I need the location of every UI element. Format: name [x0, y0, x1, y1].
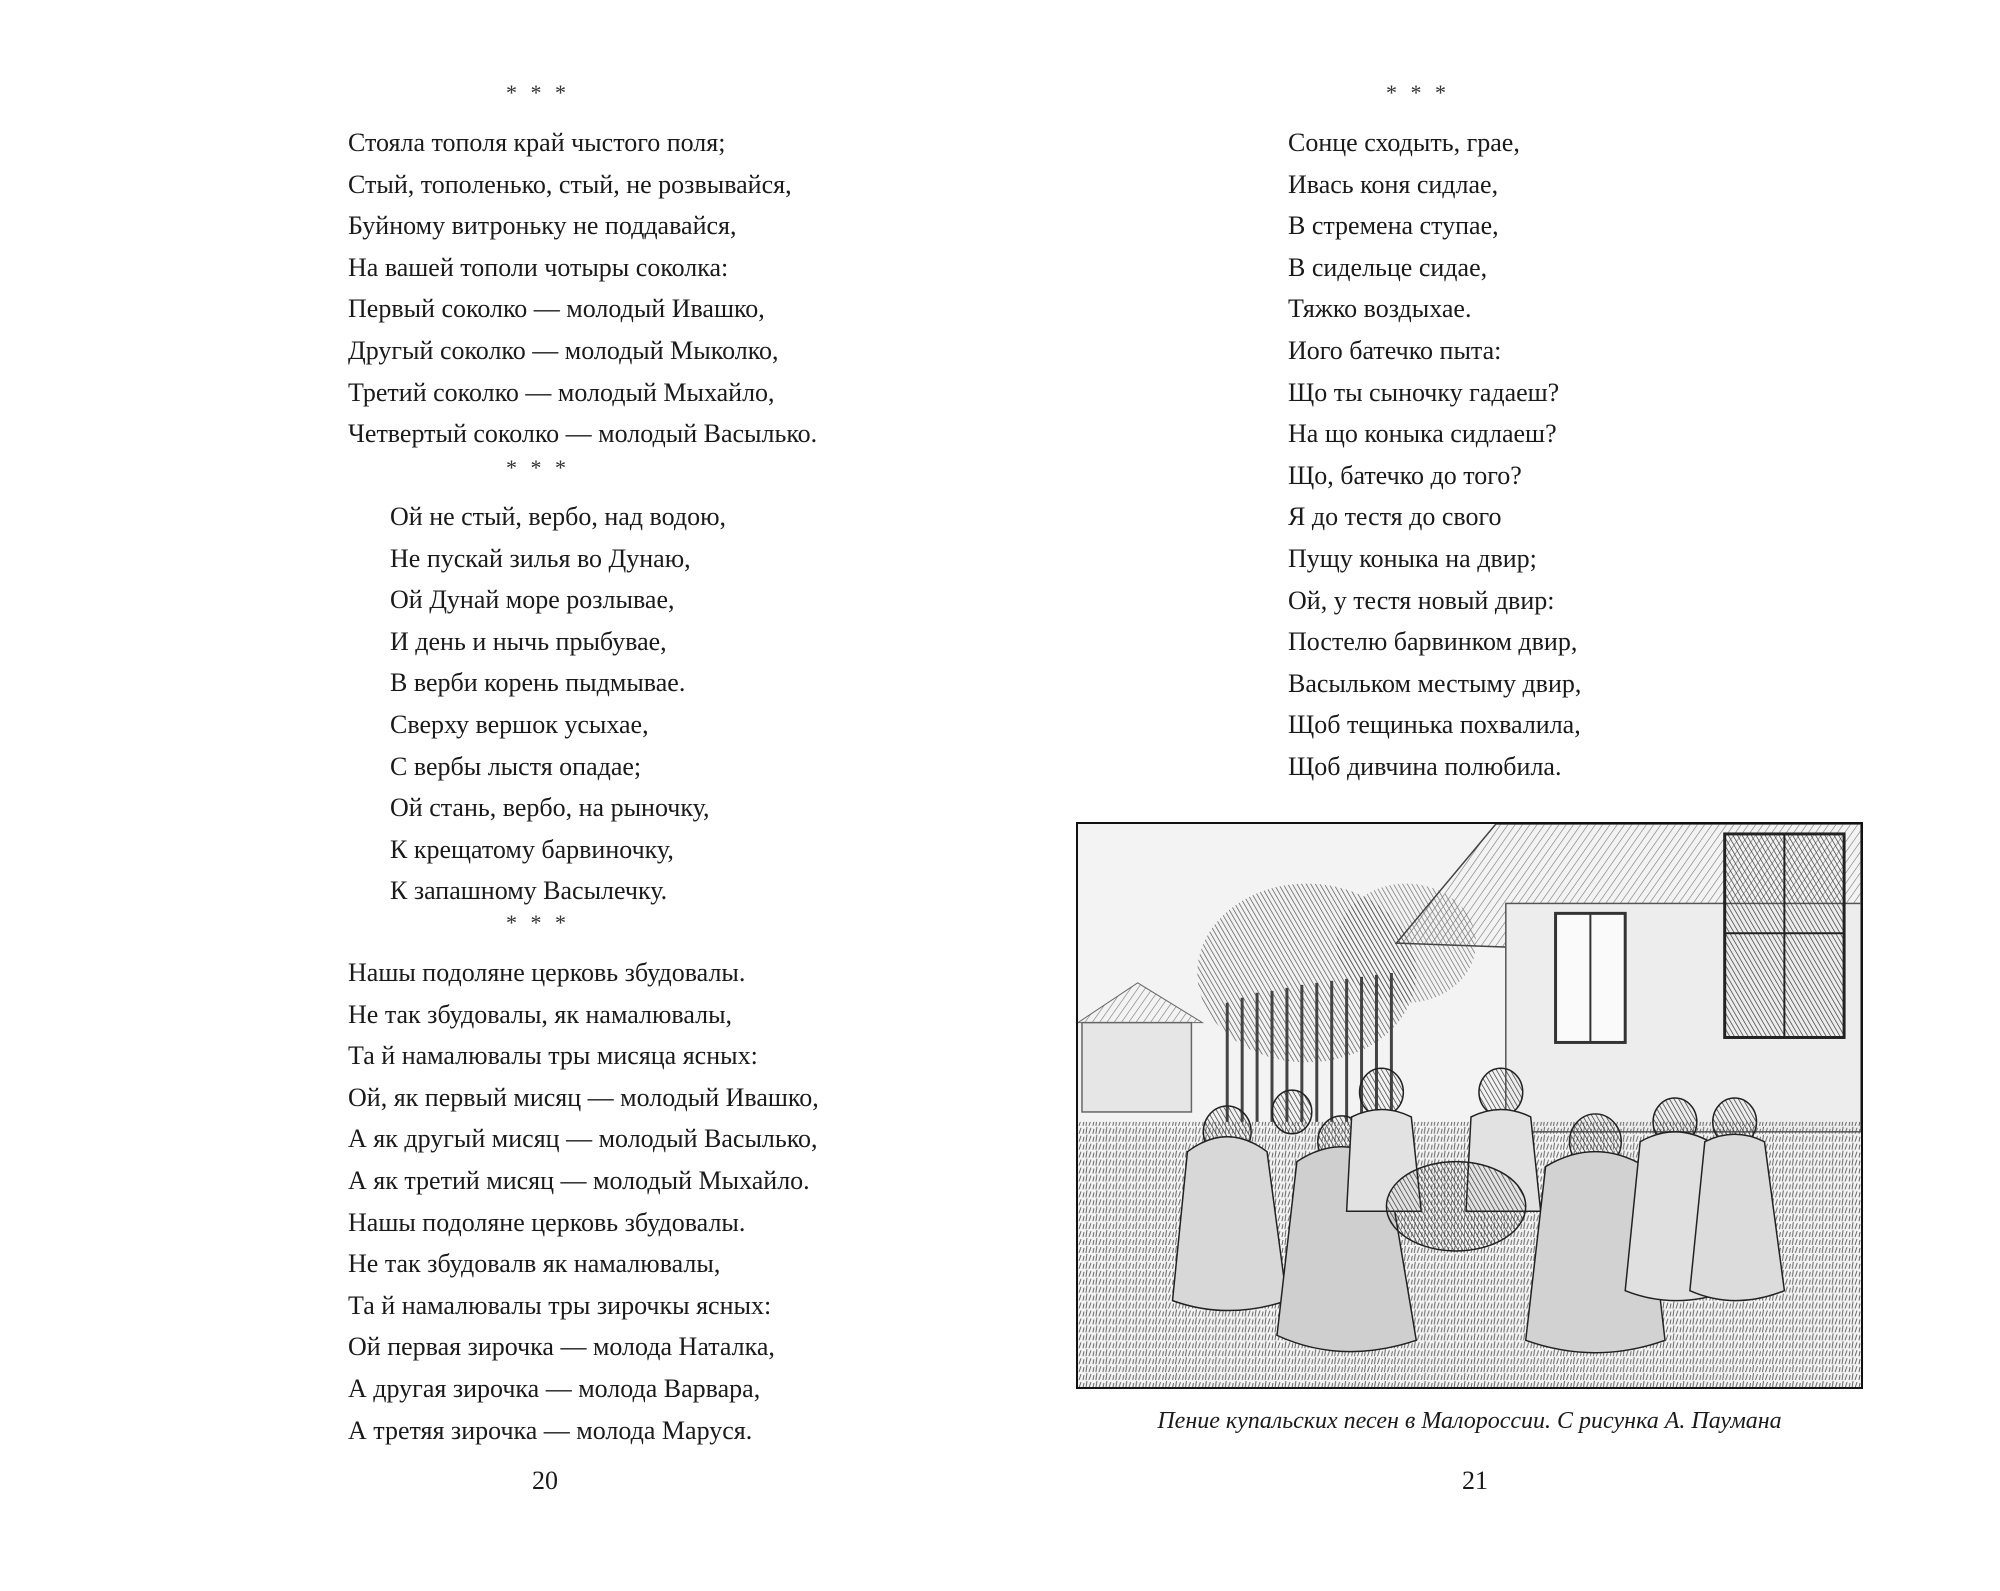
poem-line: Ой стань, вербо, на рыночку, [390, 793, 710, 823]
poem-line: Щоб тещинька похвалила, [1288, 710, 1581, 740]
poem-stanza-4 [1288, 122, 1581, 788]
poem-line: Ой, як первый мисяц — молодый Ивашко, [348, 1082, 819, 1112]
page-number: 21 [1462, 1466, 1488, 1495]
poem-line: Четвертый соколко — молодый Васылько. [348, 419, 818, 449]
poem-line: Ой первая зирочка — молода Наталка, [348, 1332, 775, 1362]
poem-line: С вербы лыстя опадае; [390, 751, 642, 781]
poem-line: В сидельце сидае, [1288, 252, 1488, 282]
poem-line: На вашей тополи чотыры соколка: [348, 252, 729, 282]
poem-line: Пущу коныка на двир; [1288, 543, 1537, 573]
poem-line: В стремена ступае, [1288, 211, 1499, 241]
engraving-drawing [1078, 824, 1861, 1387]
poem-line: Ой, у тестя новый двир: [1288, 585, 1555, 615]
engraving-illustration [1076, 822, 1863, 1389]
page-number: 20 [532, 1466, 558, 1495]
poem-line: На що коныка сидлаеш? [1288, 419, 1557, 449]
poem-line: Та й намалювалы тры зирочкы ясных: [348, 1290, 772, 1320]
poem-line: Нашы подоляне церковь збудовалы. [348, 1207, 746, 1237]
poem-line: В верби корень пыдмывае. [390, 668, 686, 698]
poem-line: Не так збудовалы, як намалювалы, [348, 999, 733, 1029]
poem-line: Я до тестя до свого [1288, 502, 1502, 532]
poem-line: Що ты сыночку гадаеш? [1288, 377, 1560, 407]
poem-line: А другая зирочка — молода Варвара, [348, 1373, 761, 1403]
poem-line: Сонце сходыть, грае, [1288, 128, 1520, 157]
section-separator: * * * [506, 910, 570, 935]
section-separator: * * * [506, 455, 570, 480]
poem-line: И день и нычь прыбувае, [390, 626, 667, 656]
poem-line: Нашы подоляне церковь збудовалы. [348, 958, 746, 987]
poem-line: Первый соколко — молодый Ивашко, [348, 294, 765, 324]
poem-line: А третяя зирочка — молода Маруся. [348, 1415, 753, 1445]
poem-line: Третий соколко — молодый Мыхайло, [348, 377, 775, 407]
poem-line: Ой не стый, вербо, над водою, [390, 502, 727, 531]
poem-line: Ой Дунай море розлывае, [390, 585, 675, 615]
poem-line: Стояла тополя край чыстого поля; [348, 128, 726, 157]
section-separator: * * * [1386, 80, 1450, 105]
poem-line: Другый соколко — молодый Мыколко, [348, 335, 779, 365]
poem-line: Буйному витроньку не поддавайся, [348, 211, 737, 241]
poem-line: Та й намалювалы тры мисяца ясных: [348, 1041, 758, 1071]
poem-line: Не так збудовалв як намалювалы, [348, 1249, 721, 1279]
poem-line: Постелю барвинком двир, [1288, 627, 1578, 657]
poem-line: Васыльком местыму двир, [1288, 668, 1582, 698]
poem-line: Тяжко воздыхае. [1288, 294, 1472, 324]
poem-line: А як третий мисяц — молодый Мыхайло. [348, 1165, 810, 1195]
poem-stanza-1 [348, 122, 817, 455]
poem-line: Що, батечко до того? [1288, 460, 1522, 490]
poem-line: Иого батечко пыта: [1288, 335, 1502, 365]
poem-stanza-3 [348, 952, 819, 1451]
poem-line: Стый, тополенько, стый, не розвывайся, [348, 169, 792, 199]
poem-line: Щоб дивчина полюбила. [1288, 751, 1562, 781]
poem-stanza-2 [390, 496, 726, 912]
poem-line: Сверху вершок усыхае, [390, 709, 649, 739]
poem-line: К запашному Васылечку. [390, 876, 668, 906]
section-separator: * * * [506, 80, 570, 105]
illustration-caption: Пение купальских песен в Малороссии. С рисунка А. Паумана [1157, 1408, 1782, 1434]
poem-line: Не пускай зилья во Дунаю, [390, 543, 691, 573]
poem-line: Ивась коня сидлае, [1288, 169, 1499, 199]
poem-line: К крещатому барвиночку, [390, 834, 674, 864]
poem-line: А як другый мисяц — молодый Васылько, [348, 1124, 818, 1154]
